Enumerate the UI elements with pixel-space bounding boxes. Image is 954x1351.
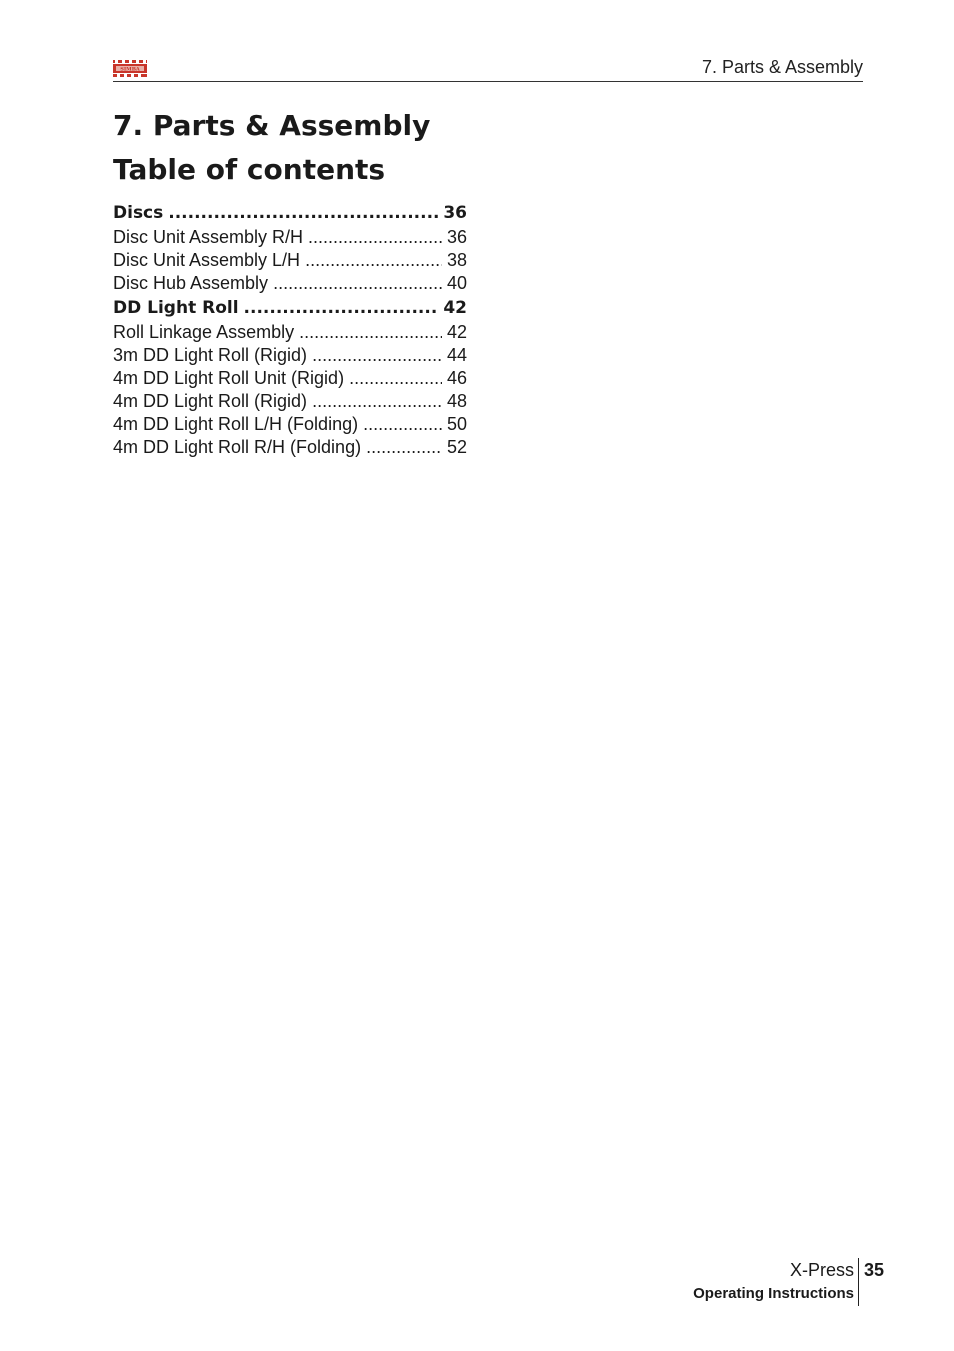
- dot-leader: [168, 200, 438, 226]
- toc-entry-page: 46: [446, 368, 467, 388]
- dot-leader: [308, 226, 442, 249]
- toc-entry[interactable]: [113, 367, 467, 390]
- toc-entry-page: 44: [446, 345, 467, 365]
- dot-leader: [305, 249, 442, 272]
- toc-entry-page: 36: [443, 203, 467, 223]
- dot-leader: [312, 390, 442, 413]
- dot-leader: [312, 344, 442, 367]
- footer-subtitle: Operating Instructions: [693, 1285, 854, 1302]
- dot-leader: [366, 436, 442, 459]
- toc-entry-label: Discs: [113, 203, 164, 223]
- toc-entry-page: 38: [446, 250, 467, 270]
- toc-entry[interactable]: [113, 226, 467, 249]
- footer-product-name: X-Press: [789, 1260, 854, 1280]
- toc-entry[interactable]: [113, 413, 467, 436]
- dot-leader: [244, 295, 439, 321]
- toc-entry-page: 42: [446, 322, 467, 342]
- toc-entry[interactable]: [113, 249, 467, 272]
- logo-text: SIMBA: [120, 66, 140, 73]
- toc-entry-page: 48: [446, 391, 467, 411]
- toc-entry-label: 3m DD Light Roll (Rigid): [113, 345, 308, 365]
- page-header: [113, 55, 863, 82]
- dot-leader: [349, 367, 442, 390]
- toc-section-entry[interactable]: [113, 200, 467, 226]
- page-number: 35: [864, 1260, 885, 1280]
- toc-entry-label: 4m DD Light Roll (Rigid): [113, 391, 308, 411]
- dot-leader: [363, 413, 442, 436]
- table-of-contents: [113, 200, 467, 459]
- part-title: 7. Parts & Assembly: [113, 109, 431, 142]
- toc-entry-page: 36: [446, 227, 467, 247]
- dot-leader: [273, 272, 442, 295]
- header-section-title: 7. Parts & Assembly: [701, 57, 863, 77]
- toc-entry-page: 52: [446, 437, 467, 457]
- simba-logo: [113, 60, 147, 77]
- toc-entry-label: 4m DD Light Roll R/H (Folding): [113, 437, 362, 457]
- toc-section-entry[interactable]: [113, 295, 467, 321]
- toc-entry[interactable]: [113, 344, 467, 367]
- toc-title: Table of contents: [113, 153, 386, 186]
- toc-entry-label: Disc Hub Assembly: [113, 273, 269, 293]
- toc-entry[interactable]: [113, 436, 467, 459]
- toc-entry[interactable]: [113, 321, 467, 344]
- toc-entry-label: Disc Unit Assembly R/H: [113, 227, 304, 247]
- toc-entry[interactable]: [113, 390, 467, 413]
- toc-entry-page: 50: [446, 414, 467, 434]
- toc-entry-label: Roll Linkage Assembly: [113, 322, 295, 342]
- toc-entry-label: Disc Unit Assembly L/H: [113, 250, 301, 270]
- toc-entry[interactable]: [113, 272, 467, 295]
- page-footer: [693, 1258, 859, 1306]
- dot-leader: [299, 321, 442, 344]
- toc-entry-label: DD Light Roll: [113, 298, 239, 318]
- toc-entry-label: 4m DD Light Roll Unit (Rigid): [113, 368, 345, 388]
- toc-entry-page: 40: [446, 273, 467, 293]
- toc-entry-label: 4m DD Light Roll L/H (Folding): [113, 414, 359, 434]
- toc-entry-page: 42: [443, 298, 467, 318]
